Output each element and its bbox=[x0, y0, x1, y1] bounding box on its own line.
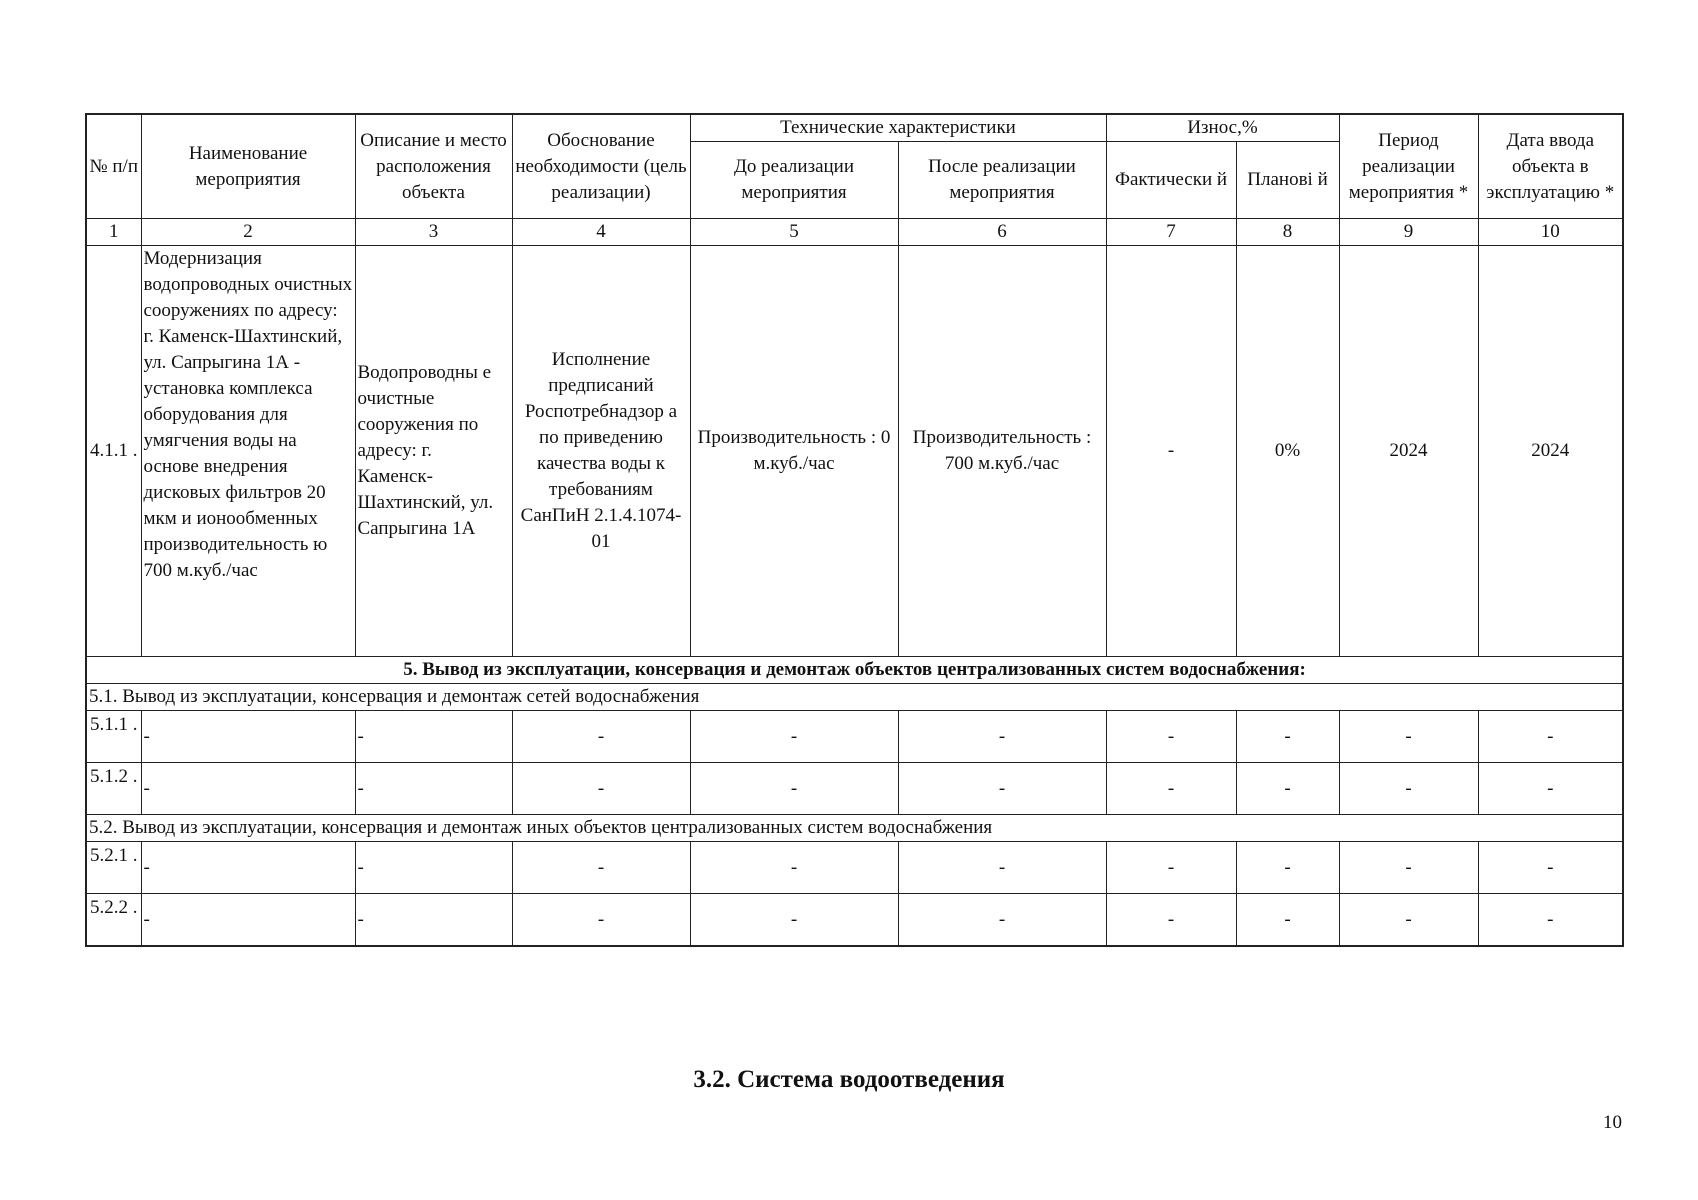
header-date: Дата ввода объекта в эксплуатацию * bbox=[1478, 114, 1623, 219]
header-actual: Фактически й bbox=[1106, 142, 1236, 219]
row-actual: - bbox=[1106, 246, 1236, 657]
subsection-52-title: 5.2. Вывод из эксплуатации, консервация и демонтаж иных объектов централизованных систем водоснабжения bbox=[86, 815, 1623, 842]
measures-table bbox=[85, 113, 1624, 947]
table-row bbox=[86, 842, 1623, 894]
cell: - bbox=[898, 711, 1106, 763]
subsection-row bbox=[86, 815, 1623, 842]
header-tech: Технические характеристики bbox=[690, 114, 1106, 142]
table-row bbox=[86, 246, 1623, 657]
cell: - bbox=[1478, 763, 1623, 815]
table-row bbox=[86, 894, 1623, 947]
cell: - bbox=[512, 842, 690, 894]
cell: - bbox=[1478, 711, 1623, 763]
column-number: 3 bbox=[355, 219, 512, 246]
cell: - bbox=[141, 894, 355, 947]
cell: - bbox=[141, 711, 355, 763]
header-planned: Планові й bbox=[1236, 142, 1339, 219]
column-number: 6 bbox=[898, 219, 1106, 246]
cell: - bbox=[512, 894, 690, 947]
section-5-title: 5. Вывод из эксплуатации, консервация и демонтаж объектов централизованных систем водоснабжения: bbox=[86, 657, 1623, 684]
cell: - bbox=[1339, 842, 1478, 894]
cell: - bbox=[690, 711, 898, 763]
cell: - bbox=[1236, 711, 1339, 763]
column-number: 5 bbox=[690, 219, 898, 246]
header-num: № п/п bbox=[86, 114, 141, 219]
row-date: 2024 bbox=[1478, 246, 1623, 657]
row-num: 4.1.1 . bbox=[86, 246, 141, 657]
cell: - bbox=[1339, 711, 1478, 763]
cell: - bbox=[1339, 763, 1478, 815]
row-name: Модернизация водопроводных очистных сооружениях по адресу: г. Каменск-Шахтинский, ул. Сапрыгина 1А - установка комплекса оборудования для умягчения воды на основе внедрения дисковых фильтров 20 мкм и ионообменных производительность ю 700 м.куб./час bbox=[141, 246, 355, 657]
section-row bbox=[86, 657, 1623, 684]
cell: - bbox=[512, 711, 690, 763]
header-after: После реализации мероприятия bbox=[898, 142, 1106, 219]
cell: - bbox=[1478, 894, 1623, 947]
column-number: 2 bbox=[141, 219, 355, 246]
cell: - bbox=[1236, 842, 1339, 894]
cell: - bbox=[141, 842, 355, 894]
section-heading: 3.2. Система водоотведения bbox=[693, 1066, 1005, 1093]
column-number: 1 bbox=[86, 219, 141, 246]
page-number: 10 bbox=[1603, 1112, 1622, 1133]
header-wear: Износ,% bbox=[1106, 114, 1339, 142]
header-period: Период реализации мероприятия * bbox=[1339, 114, 1478, 219]
table-row bbox=[86, 711, 1623, 763]
row-num: 5.1.1 . bbox=[86, 711, 141, 763]
cell: - bbox=[1106, 842, 1236, 894]
cell: - bbox=[1106, 763, 1236, 815]
row-num: 5.1.2 . bbox=[86, 763, 141, 815]
cell: - bbox=[690, 894, 898, 947]
row-planned: 0% bbox=[1236, 246, 1339, 657]
header-row bbox=[86, 114, 1623, 142]
cell: - bbox=[1478, 842, 1623, 894]
header-reason: Обоснование необходимости (цель реализации) bbox=[512, 114, 690, 219]
row-after: Производительность : 700 м.куб./час bbox=[898, 246, 1106, 657]
column-numbers-row bbox=[86, 219, 1623, 246]
column-number: 7 bbox=[1106, 219, 1236, 246]
column-number: 9 bbox=[1339, 219, 1478, 246]
cell: - bbox=[690, 763, 898, 815]
cell: - bbox=[512, 763, 690, 815]
row-num: 5.2.1 . bbox=[86, 842, 141, 894]
cell: - bbox=[898, 763, 1106, 815]
cell: - bbox=[1339, 894, 1478, 947]
cell: - bbox=[898, 894, 1106, 947]
cell: - bbox=[1236, 894, 1339, 947]
header-before: До реализации мероприятия bbox=[690, 142, 898, 219]
row-period: 2024 bbox=[1339, 246, 1478, 657]
cell: - bbox=[141, 763, 355, 815]
cell: - bbox=[355, 711, 512, 763]
header-desc: Описание и место расположения объекта bbox=[355, 114, 512, 219]
cell: - bbox=[898, 842, 1106, 894]
row-desc: Водопроводны е очистные сооружения по адресу: г. Каменск-Шахтинский, ул. Сапрыгина 1А bbox=[355, 246, 512, 657]
cell: - bbox=[355, 842, 512, 894]
cell: - bbox=[1106, 894, 1236, 947]
subsection-51-title: 5.1. Вывод из эксплуатации, консервация и демонтаж сетей водоснабжения bbox=[86, 684, 1623, 711]
row-reason: Исполнение предписаний Роспотребнадзор а по приведению качества воды к требованиям СанПиН 2.1.4.1074-01 bbox=[512, 246, 690, 657]
cell: - bbox=[1106, 711, 1236, 763]
row-num: 5.2.2 . bbox=[86, 894, 141, 947]
cell: - bbox=[355, 763, 512, 815]
cell: - bbox=[1236, 763, 1339, 815]
table-row bbox=[86, 763, 1623, 815]
header-name: Наименование мероприятия bbox=[141, 114, 355, 219]
column-number: 10 bbox=[1478, 219, 1623, 246]
column-number: 8 bbox=[1236, 219, 1339, 246]
cell: - bbox=[690, 842, 898, 894]
cell: - bbox=[355, 894, 512, 947]
column-number: 4 bbox=[512, 219, 690, 246]
subsection-row bbox=[86, 684, 1623, 711]
row-before: Производительность : 0 м.куб./час bbox=[690, 246, 898, 657]
